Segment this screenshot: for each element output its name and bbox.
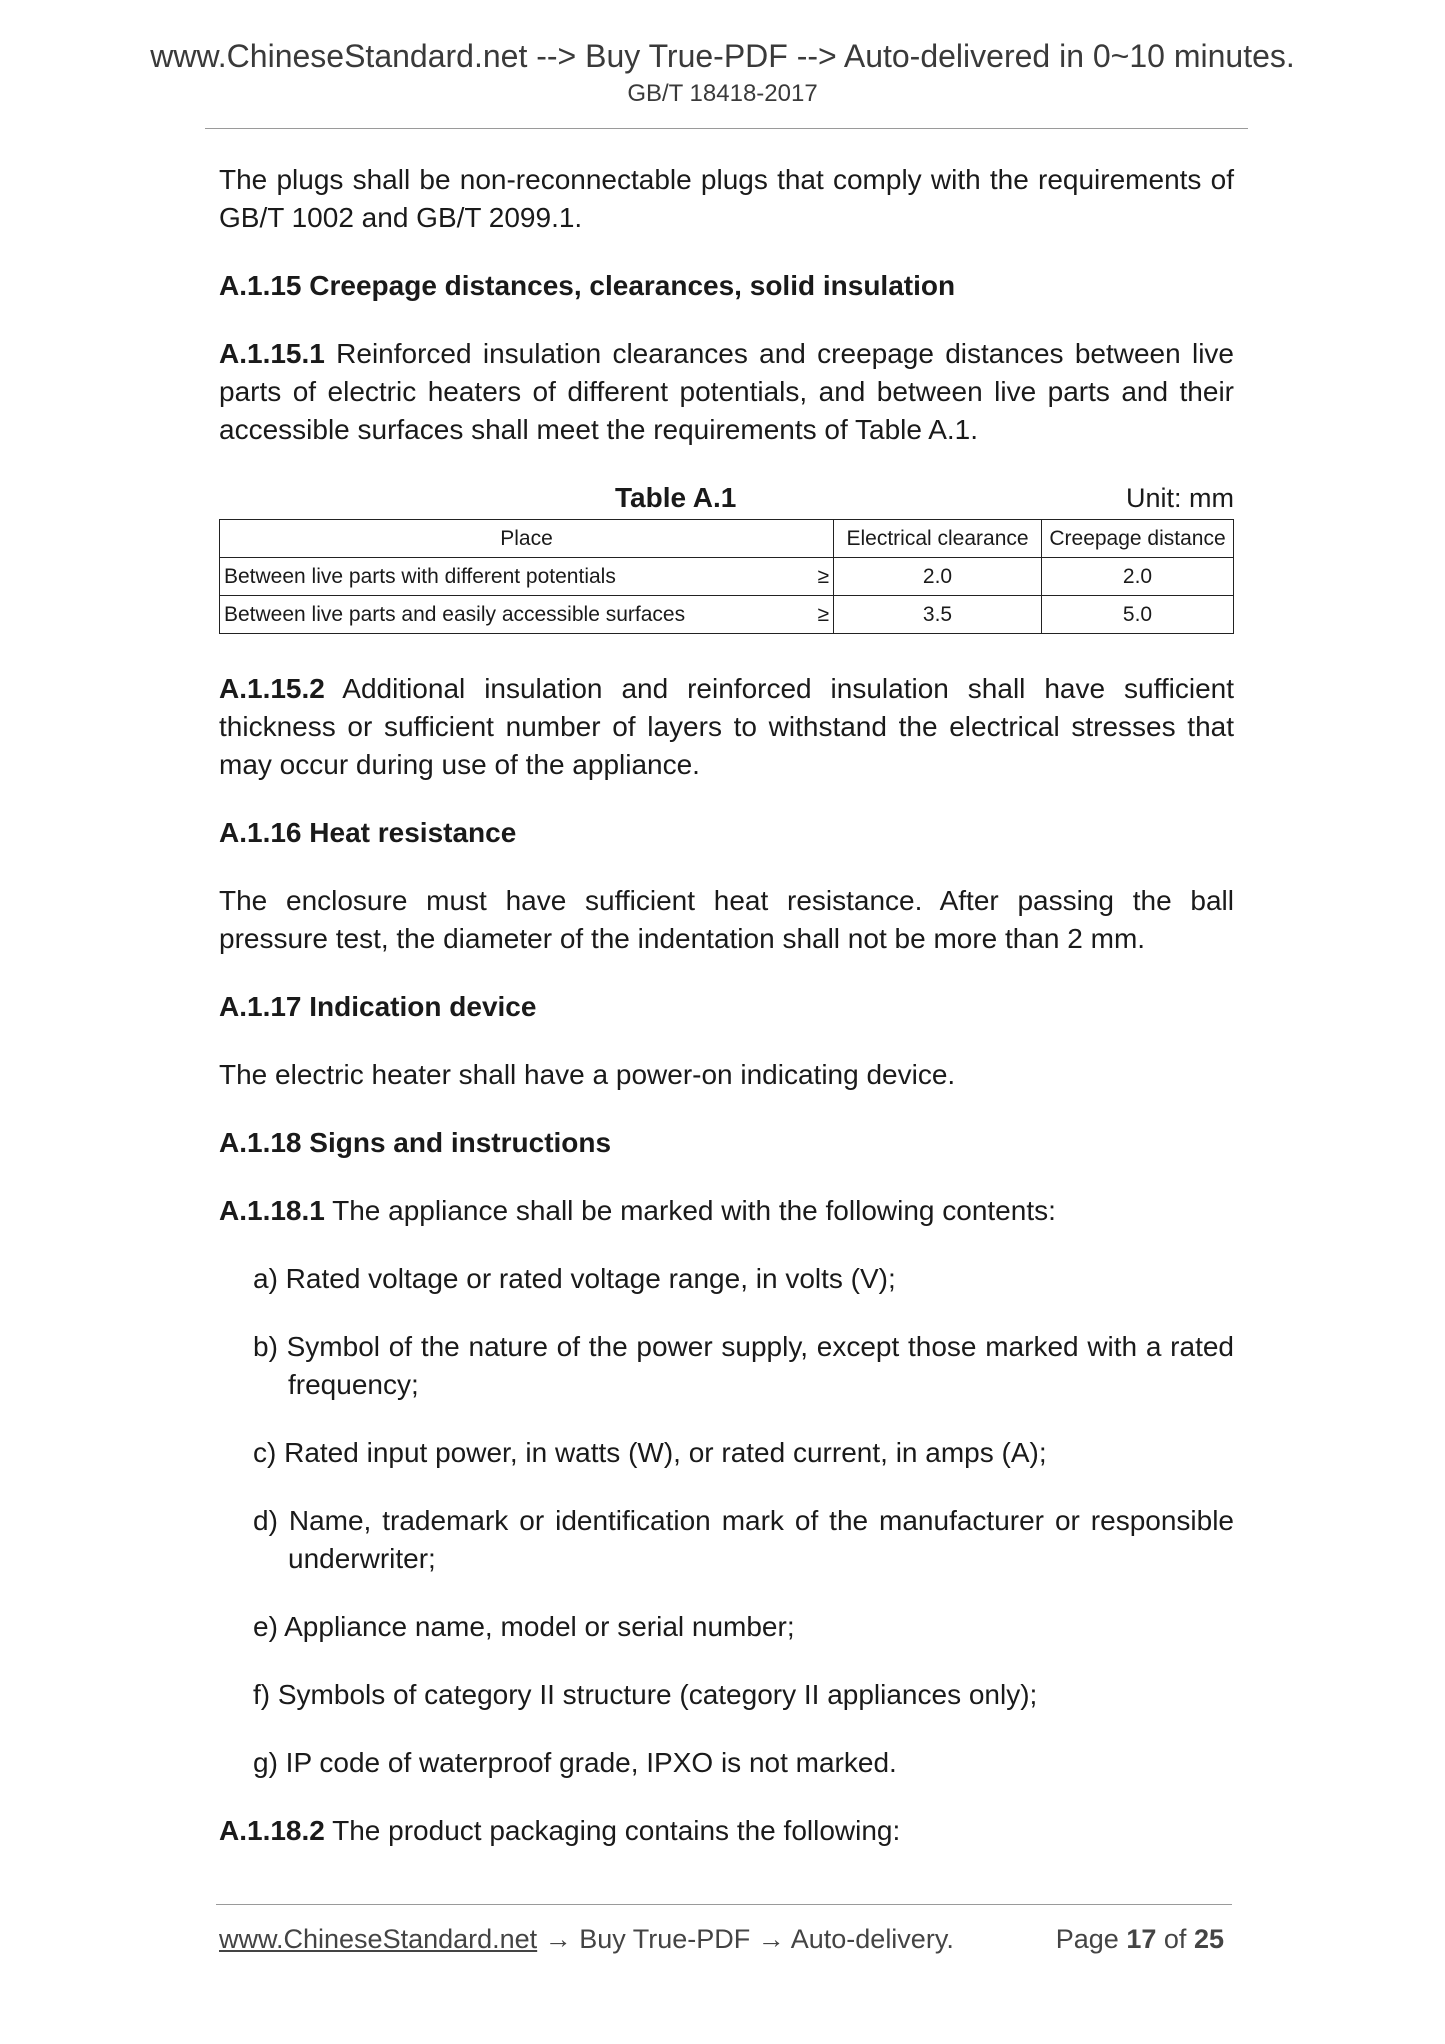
table-caption <box>219 479 1234 517</box>
list-item: a) Rated voltage or rated voltage range, in volts (V); <box>253 1263 896 1294</box>
table-header-row <box>220 520 1234 558</box>
section-heading-a1-16: A.1.16 Heat resistance <box>219 817 517 848</box>
clause-a1-15-1 <box>219 335 1234 449</box>
cell-clearance: 2.0 <box>834 558 1042 596</box>
table-row <box>220 558 1234 596</box>
footer-promo <box>219 1924 954 1954</box>
header-banner: www.ChineseStandard.net --> Buy True-PDF --> Auto-delivered in 0~10 minutes. <box>150 38 1295 74</box>
section-heading-a1-18: A.1.18 Signs and instructions <box>219 1127 612 1158</box>
page-number <box>1056 1924 1224 1955</box>
cell-creepage: 5.0 <box>1042 596 1234 634</box>
section-heading-a1-17: A.1.17 Indication device <box>219 991 537 1022</box>
clause-number: A.1.18.1 <box>219 1195 325 1226</box>
column-header-clearance: Electrical clearance <box>834 520 1042 558</box>
table-unit: Unit: mm <box>1126 483 1234 513</box>
clause-text: The appliance shall be marked with the following contents: <box>324 1195 1056 1226</box>
table-title: Table A.1 <box>615 482 737 513</box>
clause-a1-18-1 <box>219 1192 1234 1230</box>
cell-place: Between live parts and easily accessible surfaces <box>220 596 796 634</box>
clearance-table <box>219 519 1234 634</box>
list-item: f) Symbols of category II structure (category II appliances only); <box>253 1679 1038 1710</box>
clause-a1-18-2 <box>219 1812 1234 1850</box>
clause-number: A.1.15.1 <box>219 338 325 369</box>
clause-text: Additional insulation and reinforced insulation shall have sufficient thickness or sufficient number of layers to withstand the electrical stresses that may occur during use of the appliance. <box>219 673 1234 780</box>
clause-number: A.1.15.2 <box>219 673 325 704</box>
table-row <box>220 596 1234 634</box>
footer-site-link[interactable]: www.ChineseStandard.net <box>219 1924 538 1954</box>
cell-symbol: ≥ <box>795 558 834 596</box>
clause-a1-15-2 <box>219 670 1234 784</box>
footer-divider <box>216 1904 1232 1905</box>
heat-resistance-paragraph: The enclosure must have sufficient heat resistance. After passing the ball pressure test, the diameter of the indentation shall not be more than 2 mm. <box>219 885 1234 954</box>
footer-promo-text: → Buy True-PDF → Auto-delivery. <box>537 1924 954 1954</box>
header-divider <box>205 128 1248 129</box>
cell-clearance: 3.5 <box>834 596 1042 634</box>
cell-symbol: ≥ <box>795 596 834 634</box>
list-item: c) Rated input power, in watts (W), or rated current, in amps (A); <box>253 1437 1047 1468</box>
intro-paragraph: The plugs shall be non-reconnectable plugs that comply with the requirements of GB/T 1002 and GB/T 2099.1. <box>219 164 1234 233</box>
list-item: d) Name, trademark or identification mark of the manufacturer or responsible underwriter; <box>253 1505 1234 1574</box>
cell-place: Between live parts with different potentials <box>220 558 796 596</box>
cell-creepage: 2.0 <box>1042 558 1234 596</box>
page-footer <box>219 1924 1234 1955</box>
list-item: e) Appliance name, model or serial number; <box>253 1611 795 1642</box>
column-header-creepage: Creepage distance <box>1042 520 1234 558</box>
document-id: GB/T 18418-2017 <box>627 80 818 107</box>
current-page: 17 <box>1126 1924 1157 1954</box>
indication-paragraph: The electric heater shall have a power-on indicating device. <box>219 1059 956 1090</box>
marking-list <box>253 1260 1234 1782</box>
clause-number: A.1.18.2 <box>219 1815 325 1846</box>
page-word: Page <box>1055 1924 1119 1954</box>
list-item: g) IP code of waterproof grade, IPXO is not marked. <box>253 1747 897 1778</box>
list-item: b) Symbol of the nature of the power supply, except those marked with a rated frequency; <box>253 1331 1234 1400</box>
column-header-place: Place <box>220 520 834 558</box>
clause-text: The product packaging contains the following: <box>324 1815 901 1846</box>
of-word: of <box>1163 1924 1187 1954</box>
total-pages: 25 <box>1193 1924 1224 1954</box>
section-heading-a1-15: A.1.15 Creepage distances, clearances, solid insulation <box>219 270 956 301</box>
page-content <box>219 161 1234 1880</box>
clause-text: Reinforced insulation clearances and creepage distances between live parts of electric heaters of different potentials, and between live parts and their accessible surfaces shall meet the requirements of Table A.1. <box>219 338 1234 445</box>
